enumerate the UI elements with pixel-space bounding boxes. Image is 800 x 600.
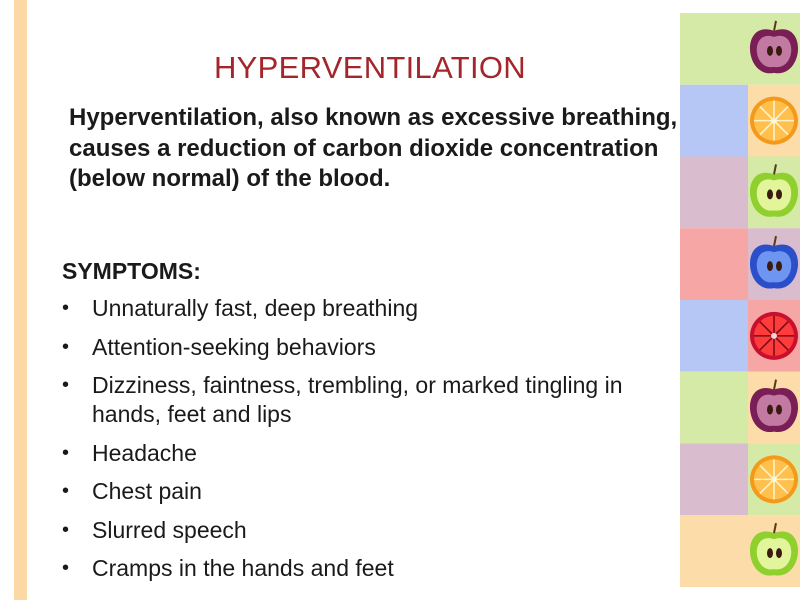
symptom-text: Dizziness, faintness, trembling, or marked tingling in hands, feet and lips [92, 372, 623, 427]
symptom-item [62, 371, 662, 429]
orange-slice-icon [750, 97, 798, 145]
tile-left [680, 13, 748, 85]
tile-left [680, 372, 748, 444]
bullet-icon: • [62, 441, 70, 464]
symptom-item [62, 477, 662, 506]
tile-left [680, 157, 748, 229]
bullet-icon: • [62, 518, 70, 541]
intro-paragraph: Hyperventilation, also known as excessive breathing, causes a reduction of carbon dioxide concentration (below normal) of the blood. [69, 104, 678, 192]
bullet-icon: • [62, 557, 70, 579]
tile-left [680, 515, 748, 587]
tile-left [680, 228, 748, 300]
left-accent-bar [14, 0, 27, 600]
symptom-text: Cramps in the hands and feet [92, 555, 394, 581]
tile-left [680, 85, 748, 157]
symptom-text: Slurred speech [92, 516, 247, 543]
slide-title: HYPERVENTILATION [214, 50, 526, 85]
symptom-item [62, 439, 662, 468]
bullet-icon: • [62, 335, 70, 358]
symptoms-heading: SYMPTOMS: [62, 258, 201, 284]
bullet-icon: • [62, 480, 70, 502]
symptom-text: Chest pain [92, 478, 202, 504]
orange-slice-icon [750, 455, 798, 503]
tile-left [680, 300, 748, 372]
bullet-icon: • [62, 297, 70, 319]
red-orange-slice-icon [750, 312, 798, 360]
symptom-item [62, 554, 662, 583]
symptom-item [62, 294, 662, 323]
tile-left [680, 444, 748, 516]
symptom-text: Headache [92, 439, 197, 466]
fruit-decoration-column [680, 13, 800, 587]
bullet-icon: • [62, 374, 70, 396]
symptom-item [62, 516, 662, 545]
symptom-text: Attention-seeking behaviors [92, 333, 376, 360]
symptom-item [62, 333, 662, 362]
symptom-text: Unnaturally fast, deep breathing [92, 295, 419, 321]
symptom-list [62, 294, 662, 593]
